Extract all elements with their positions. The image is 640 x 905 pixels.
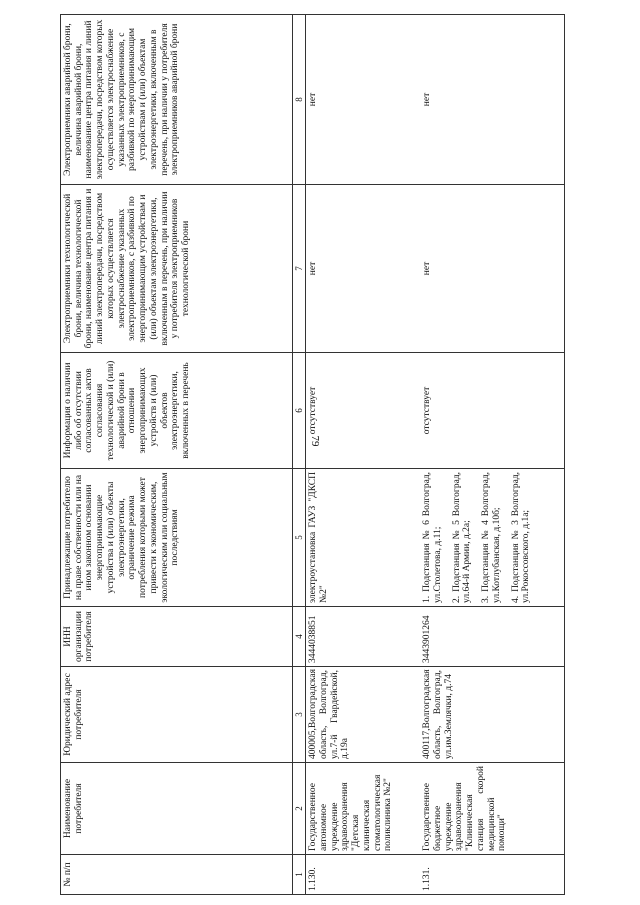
address-rest: область, Волгоград, ул.7-й Гвардейской, д.19а bbox=[318, 670, 351, 759]
table-row bbox=[420, 15, 565, 895]
consumer-address bbox=[306, 667, 421, 763]
consumer-inn: 3444038851 bbox=[306, 607, 421, 667]
column-number-row bbox=[293, 15, 306, 895]
device-item: 1. Подстанция № 6 Волгоград, ул.Столетова, д.11; bbox=[422, 472, 443, 603]
column-number: 3 bbox=[293, 667, 306, 763]
header-acts: Информация о наличии либо об отсутствии согласованных актов согласования технологической и (или) аварийной брони в отношении энергопринимающих устройств и (или) объектов электроэнергетики, включенных в перечень bbox=[61, 353, 293, 469]
consumer-inn: 3443901264 bbox=[420, 607, 565, 667]
column-number: 5 bbox=[293, 469, 306, 607]
header-tech-reserve: Электроприемники технологической брони, величина технологической брони, наименование центра питания и линий электропередачи, посредством которых осуществляется электроснабжение указанных электроприемников, с разбивкой по энергопринимающим устройствам и (или) объектам электроэнергетики, включенным в перечень, при наличии у потребителя электроприемников технологической брони bbox=[61, 185, 293, 353]
acts-status: отсутствует bbox=[420, 353, 565, 469]
address-region: Волгоградская bbox=[422, 669, 433, 729]
emergency-reserve-value: нет bbox=[306, 15, 421, 185]
consumer-register-table bbox=[60, 14, 565, 895]
column-number: 8 bbox=[293, 15, 306, 185]
header-inn: ИНН организации потребителя bbox=[61, 607, 293, 667]
row-number: 1.131. bbox=[420, 855, 565, 895]
header-emergency-reserve: Электроприемники аварийной брони, величина аварийной брони, наименование центра питания и линий электропередачи, посредством которых осуществляется электроснабжение указанных электроприемников, с разбивкой по энергопринимающим устройствам и (или) объектам электроэнергетики, включенным в перечень, при наличии у потребителя электроприемников аварийной брони bbox=[61, 15, 293, 185]
page-number: 79 bbox=[309, 435, 321, 447]
address-rest: область, Волгоград, ул.им.Землячки, д.74 bbox=[432, 670, 454, 759]
consumer-address bbox=[420, 667, 565, 763]
consumer-name: Государственное бюджетное учреждение здравоохранения "Клиническая станция скорой медицинской помощи" bbox=[420, 763, 565, 855]
consumer-name: Государственное автономное учреждение здравоохранения "Детская клиническая стоматологическая поликлиника №2" bbox=[306, 763, 421, 855]
header-number: № п/п bbox=[61, 855, 293, 895]
consumer-devices bbox=[306, 469, 421, 607]
address-region: Волгоградская bbox=[308, 669, 319, 729]
column-number: 2 bbox=[293, 763, 306, 855]
address-index: 400005, bbox=[308, 728, 319, 759]
header-address: Юридический адрес потребителя bbox=[61, 667, 293, 763]
header-devices: Принадлежащие потребителю на праве собственности или на ином законном основании энергопринимающие устройства и (или) объекты электроэнергетики, ограничение режима потребления которыми может привести к экономическим, экологическим или социальным последствиям bbox=[61, 469, 293, 607]
tech-reserve-value: нет bbox=[306, 185, 421, 353]
emergency-reserve-value: нет bbox=[420, 15, 565, 185]
address-index: 400117, bbox=[422, 728, 433, 759]
column-number: 6 bbox=[293, 353, 306, 469]
header-row bbox=[61, 15, 293, 895]
table-row bbox=[306, 15, 421, 895]
tech-reserve-value: нет bbox=[420, 185, 565, 353]
device-item: 3. Подстанция № 4 Волгоград, ул.Котлубанская, д.10б; bbox=[481, 472, 502, 603]
column-number: 1 bbox=[293, 855, 306, 895]
column-number: 7 bbox=[293, 185, 306, 353]
header-name: Наименование потребителя bbox=[61, 763, 293, 855]
device-item: 4. Подстанция № 3 Волгоград, ул.Рокоссовского, д.1а; bbox=[510, 472, 532, 603]
acts-status: отсутствует bbox=[306, 353, 421, 469]
consumer-devices bbox=[420, 469, 565, 607]
device-item: электроустановка ГАУЗ "ДКСП №2" bbox=[308, 472, 329, 603]
device-item: 2. Подстанция № 5 Волгоград, ул.64-й Армии, д.2а; bbox=[451, 472, 473, 603]
column-number: 4 bbox=[293, 607, 306, 667]
row-number: 1.130. bbox=[306, 855, 421, 895]
